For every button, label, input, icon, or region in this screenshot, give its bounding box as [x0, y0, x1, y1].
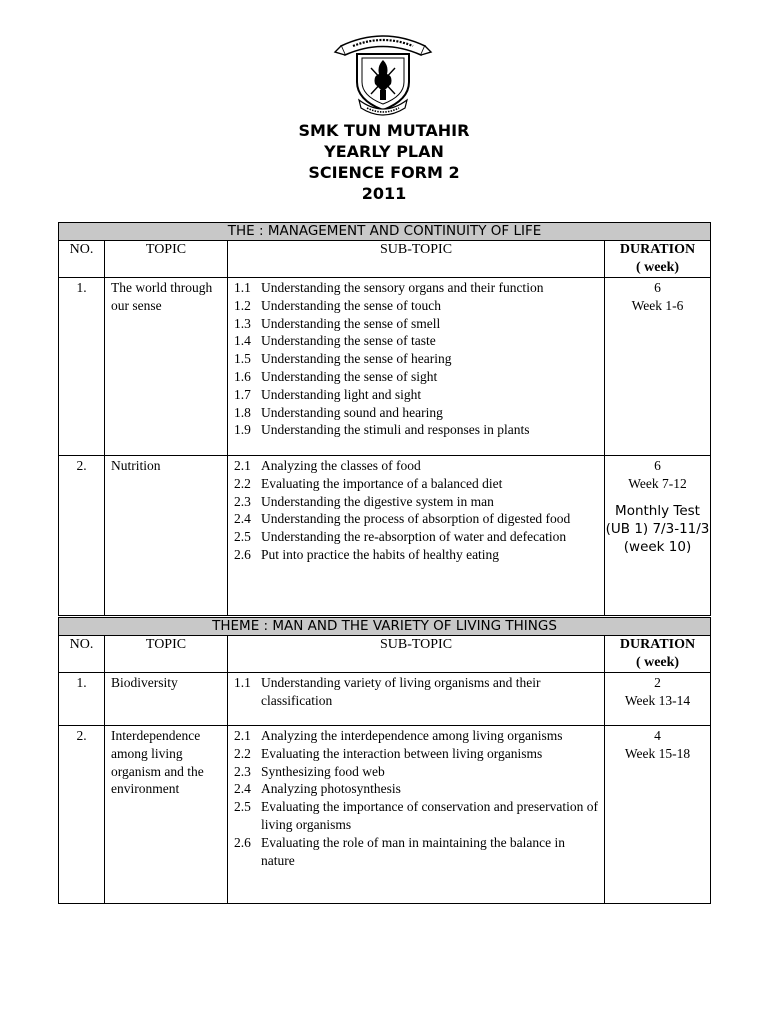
duration-weeks: 6: [654, 458, 661, 473]
subtopic-number: 1.5: [234, 351, 251, 367]
theme-title: THE : MANAGEMENT AND CONTINUITY OF LIFE: [59, 223, 711, 241]
subtopic-item: [234, 510, 600, 528]
subtopic-item: [234, 279, 600, 297]
subtopic-number: 2.4: [234, 511, 251, 527]
row-duration: [605, 673, 711, 726]
column-header-duration: [605, 636, 711, 673]
duration-weeks: 4: [654, 728, 661, 743]
subtopic-text: Evaluating the role of man in maintaining the balance in nature: [261, 834, 566, 868]
duration-range: Week 15-18: [624, 745, 691, 761]
row-duration: [605, 278, 711, 456]
subtopic-number: 2.1: [234, 458, 251, 473]
duration-weeks: 2: [654, 675, 661, 690]
subject-title: SCIENCE FORM 2: [308, 163, 460, 182]
subtopic-text: Understanding light and sight: [261, 386, 422, 402]
column-header-subtopic: SUB-TOPIC: [228, 636, 605, 673]
subtopic-text: Understanding the sensory organs and their function: [261, 280, 544, 295]
duration-range: Week 1-6: [631, 297, 684, 313]
subtopic-text: Understanding variety of living organisms and their classification: [261, 675, 541, 708]
subtopic-text: Analyzing the interdependence among living organisms: [261, 728, 563, 743]
subtopic-text: Evaluating the importance of conservation and preservation of living organisms: [261, 799, 599, 832]
subtopic-number: 2.3: [234, 493, 251, 509]
row-subtopics: [228, 726, 605, 904]
subtopic-text: Analyzing the classes of food: [261, 458, 421, 473]
theme-table-management: [58, 222, 711, 616]
subtopic-item: [234, 745, 600, 763]
subtopic-text: Put into practice the habits of healthy eating: [261, 546, 500, 562]
duration-header-unit: ( week): [635, 655, 680, 670]
subtopic-number: 2.5: [234, 799, 251, 815]
subtopic-text: Understanding the sense of smell: [261, 315, 441, 331]
row-topic: Nutrition: [105, 456, 228, 616]
duration-header-label: DURATION: [619, 637, 696, 652]
column-header-no: NO.: [59, 241, 105, 278]
row-topic: Biodiversity: [105, 673, 228, 726]
theme-table-variety: [58, 617, 711, 904]
subtopic-number: 1.6: [234, 368, 251, 384]
row-topic: Interdependence among living organism and the environment: [105, 726, 228, 904]
subtopic-text: Understanding the sense of hearing: [261, 351, 452, 367]
row-number: 2.: [59, 456, 105, 616]
subtopic-text: Understanding the sense of taste: [261, 333, 436, 349]
subtopic-text: Understanding the stimuli and responses in plants: [261, 422, 530, 438]
subtopic-number: 2.1: [234, 728, 251, 743]
table-row: [59, 456, 711, 616]
table-row: [59, 278, 711, 456]
duration-header-unit: ( week): [635, 260, 680, 275]
table-row: [59, 726, 711, 904]
subtopic-item: [234, 332, 600, 350]
subtopic-number: 1.1: [234, 675, 251, 690]
row-number: 1.: [59, 673, 105, 726]
subtopic-item: [234, 350, 600, 368]
row-duration: [605, 726, 711, 904]
subtopic-item: [234, 727, 600, 745]
school-name: SMK TUN MUTAHIR: [298, 121, 470, 140]
subtopic-number: 1.7: [234, 386, 251, 402]
subtopic-item: [234, 798, 600, 834]
subtopic-text: Evaluating the importance of a balanced diet: [261, 475, 503, 491]
subtopic-item: [234, 528, 600, 546]
subtopic-text: Evaluating the interaction between living organisms: [261, 745, 543, 761]
subtopic-text: Synthesizing food web: [261, 763, 385, 779]
subtopic-number: 2.2: [234, 475, 251, 491]
row-duration: [605, 456, 711, 616]
subtopic-item: [234, 493, 600, 511]
subtopic-number: 1.1: [234, 280, 251, 295]
duration-range: Week 13-14: [624, 692, 691, 708]
subtopic-text: Understanding the sense of sight: [261, 368, 438, 384]
subtopic-text: Understanding the digestive system in man: [261, 493, 494, 509]
subtopic-number: 2.3: [234, 763, 251, 779]
duration-range: Week 7-12: [628, 475, 687, 491]
subtopic-item: [234, 834, 600, 870]
column-header-duration: [605, 241, 711, 278]
row-subtopics: [228, 278, 605, 456]
subtopic-number: 2.4: [234, 781, 251, 797]
subtopic-item: [234, 386, 600, 404]
school-crest-logo: [333, 30, 433, 116]
row-subtopics: [228, 456, 605, 616]
subtopic-item: [234, 368, 600, 386]
subtopic-item: [234, 780, 600, 798]
subtopic-text: Understanding sound and hearing: [261, 404, 443, 420]
row-topic: The world through our sense: [105, 278, 228, 456]
duration-note: Monthly Test (UB 1) 7/3-11/3 (week 10): [605, 502, 710, 555]
column-header-no: NO.: [59, 636, 105, 673]
subtopic-number: 1.4: [234, 333, 251, 349]
subtopic-text: Understanding the sense of touch: [261, 297, 441, 313]
column-header-topic: TOPIC: [105, 241, 228, 278]
subtopic-number: 2.6: [234, 546, 251, 562]
theme-title: THEME : MAN AND THE VARIETY OF LIVING THINGS: [59, 618, 711, 636]
subtopic-number: 2.5: [234, 529, 251, 545]
duration-weeks: 6: [654, 280, 661, 295]
year-title: 2011: [361, 184, 407, 203]
column-header-subtopic: SUB-TOPIC: [228, 241, 605, 278]
subtopic-number: 2.6: [234, 834, 251, 850]
subtopic-text: Understanding the re-absorption of water and defecation: [261, 529, 567, 545]
subtopic-item: [234, 546, 600, 564]
subtopic-item: [234, 315, 600, 333]
table-row: [59, 673, 711, 726]
subtopic-item: [234, 763, 600, 781]
document-title: [0, 120, 768, 204]
row-subtopics: [228, 673, 605, 726]
duration-header-label: DURATION: [619, 242, 696, 257]
subtopic-text: Analyzing photosynthesis: [261, 781, 401, 797]
row-number: 1.: [59, 278, 105, 456]
subtopic-item: [234, 674, 600, 710]
subtopic-text: Understanding the process of absorption of digested food: [261, 511, 571, 527]
subtopic-item: [234, 475, 600, 493]
subtopic-number: 2.2: [234, 745, 251, 761]
row-number: 2.: [59, 726, 105, 904]
subtopic-number: 1.8: [234, 404, 251, 420]
subtopic-number: 1.2: [234, 297, 251, 313]
subtopic-item: [234, 404, 600, 422]
subtopic-item: [234, 457, 600, 475]
column-header-topic: TOPIC: [105, 636, 228, 673]
subtopic-number: 1.9: [234, 422, 251, 438]
plan-title: YEARLY PLAN: [324, 142, 444, 161]
subtopic-item: [234, 297, 600, 315]
subtopic-item: [234, 421, 600, 439]
subtopic-number: 1.3: [234, 315, 251, 331]
